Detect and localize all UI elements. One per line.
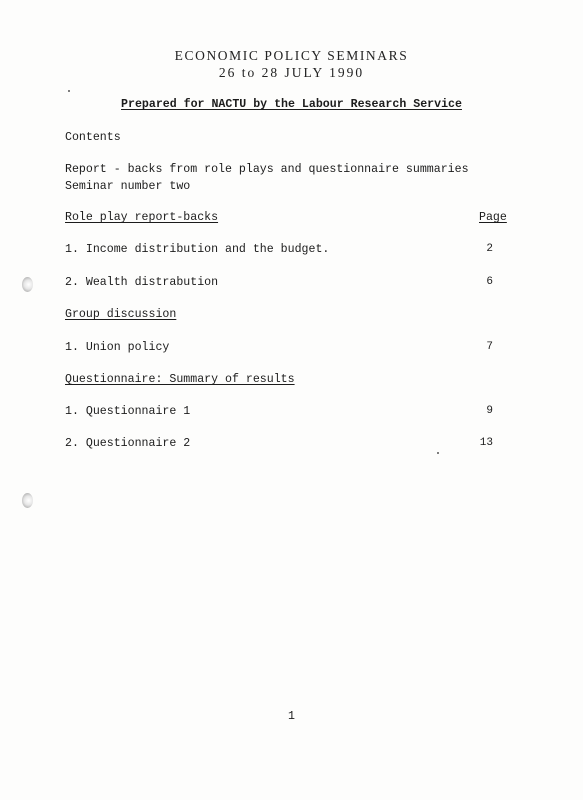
contents-item-page: 9 (486, 405, 493, 417)
document-title: ECONOMIC POLICY SEMINARS (174, 48, 409, 63)
scan-speck (437, 452, 439, 454)
seminar-number: Seminar number two (65, 180, 191, 193)
prepared-by-line: Prepared for NACTU by the Labour Research Service (121, 98, 462, 111)
punch-hole-mark (22, 277, 33, 292)
section-heading: Group discussion (65, 308, 177, 321)
contents-item-page: 2 (486, 243, 493, 255)
contents-item-page: 13 (479, 437, 493, 449)
document-date: 26 to 28 JULY 1990 (218, 65, 365, 80)
section-heading: Role play report-backs (65, 211, 219, 224)
contents-heading: Contents (65, 131, 121, 144)
contents-item: 1. Union policy (65, 341, 170, 354)
page-column-label: Page (479, 211, 507, 224)
contents-item-page: 6 (486, 276, 493, 288)
contents-item: 2. Wealth distrabution (65, 276, 219, 289)
contents-item-page: 7 (486, 341, 493, 353)
section-heading: Questionnaire: Summary of results (65, 373, 295, 386)
scan-speck (68, 90, 70, 92)
punch-hole-mark (22, 493, 33, 508)
page-number: 1 (288, 710, 295, 723)
report-description: Report - backs from role plays and questionnaire summaries (65, 163, 469, 176)
contents-item: 1. Questionnaire 1 (65, 405, 191, 418)
contents-item: 2. Questionnaire 2 (65, 437, 191, 450)
contents-item: 1. Income distribution and the budget. (65, 243, 330, 256)
